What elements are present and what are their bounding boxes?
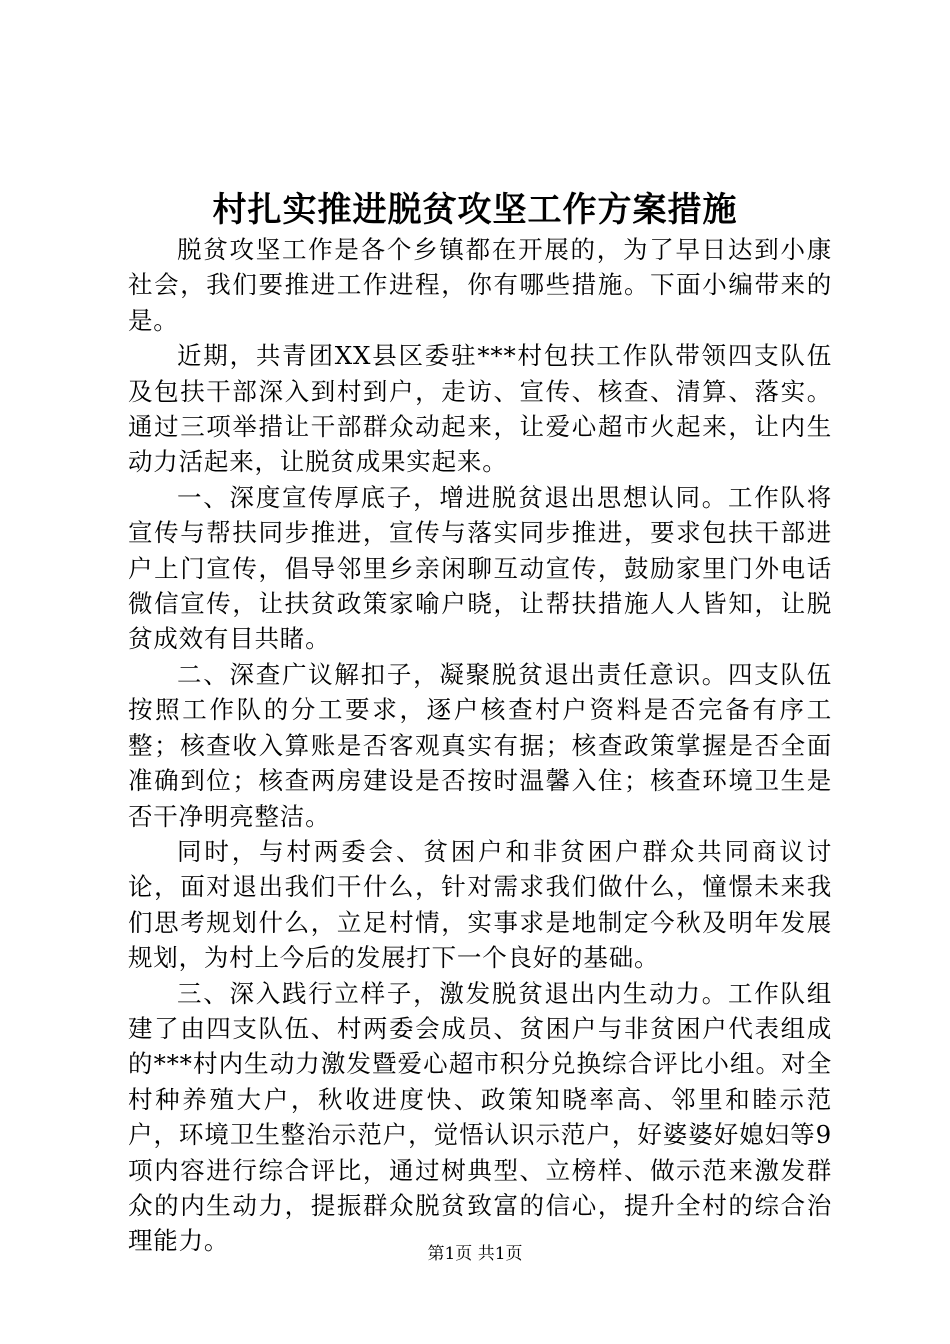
document-title: 村扎实推进脱贫攻坚工作方案措施 xyxy=(212,190,738,230)
page-number-footer: 第1页 共1页 xyxy=(427,1244,523,1264)
paragraph-intro: 脱贫攻坚工作是各个乡镇都在开展的，为了早日达到小康社会，我们要推进工作进程，你有哪些措施。下面小编带来的是。 xyxy=(128,235,832,335)
paragraph-recent: 近期，共青团XX县区委驻***村包扶工作队带领四支队伍及包扶干部深入到村到户，走访、宣传、核查、清算、落实。通过三项举措让干部群众动起来，让爱心超市火起来，让内生动力活起来，让脱贫成果实起来。 xyxy=(128,341,832,477)
document-body xyxy=(128,232,832,1259)
paragraph-measure-two: 二、深查广议解扣子，凝聚脱贫退出责任意识。四支队伍按照工作队的分工要求，逐户核查村户资料是否完备有序工整；核查收入算账是否客观真实有据；核查政策掌握是否全面准确到位；核查两房建设是否按时温馨入住；核查环境卫生是否干净明亮整洁。 xyxy=(128,659,832,831)
paragraph-measure-one: 一、深度宣传厚底子，增进脱贫退出思想认同。工作队将宣传与帮扶同步推进，宣传与落实同步推进，要求包扶干部进户上门宣传，倡导邻里乡亲闲聊互动宣传，鼓励家里门外电话微信宣传，让扶贫政策家喻户晓，让帮扶措施人人皆知，让脱贫成效有目共睹。 xyxy=(128,482,832,654)
paragraph-meanwhile: 同时，与村两委会、贫困户和非贫困户群众共同商议讨论，面对退出我们干什么，针对需求我们做什么，憧憬未来我们思考规划什么，立足村情，实事求是地制定今秋及明年发展规划，为村上今后的发展打下一个良好的基础。 xyxy=(128,836,832,973)
paragraph-measure-three: 三、深入践行立样子，激发脱贫退出内生动力。工作队组建了由四支队伍、村两委会成员、贫困户与非贫困户代表组成的***村内生动力激发暨爱心超市积分兑换综合评比小组。对全村种养殖大户，秋收进度快、政策知晓率高、邻里和睦示范户，环境卫生整治示范户，觉悟认识示范户，好婆婆好媳妇等9项内容进行综合评比，通过树典型、立榜样、做示范来激发群众的内生动力，提振群众脱贫致富的信心，提升全村的综合治理能力。 xyxy=(128,978,832,1256)
